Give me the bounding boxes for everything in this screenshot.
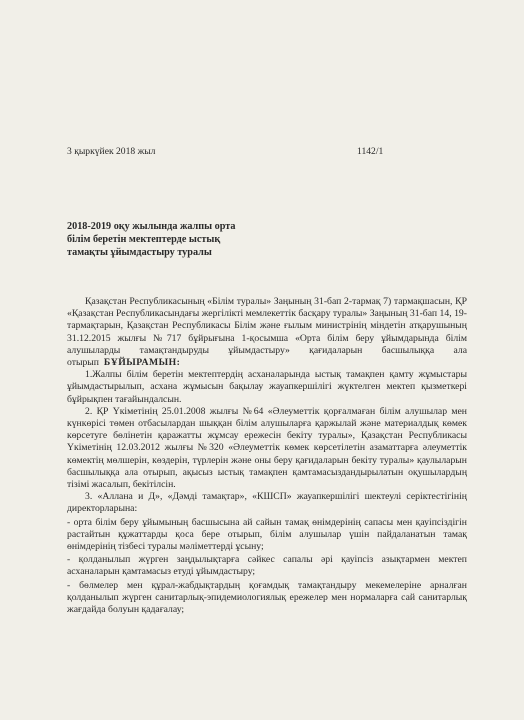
order-date: 3 қыркүйек 2018 жыл xyxy=(67,146,156,157)
order-title: 2018-2019 оқу жылында жалпы орта білім беретін мектептерде ыстық тамақты ұйымдастыру туралы xyxy=(67,221,236,258)
preamble-paragraph xyxy=(67,296,467,369)
preamble-text: Қазақстан Республикасының «Білім туралы» Заңының 31-бап 2-тармақ 7) тармақшасын, ҚР «Қазақстан Республикасындағы жергілікті мемлекеттік басқару туралы» Заңының 31-бап 14, 19-тармақтарын, Қазақстан Республикасы Білім және ғылым министрінің міндетін атқарушының 31.12.2015 жылғы №717 бұйрығына 1-қосымша «Орта білім беру ұйымдарында білім алушыларды тамақтандыруды ұйымдастыру» қағидаларын басшылыққа ала отырып xyxy=(67,296,467,369)
order-number: 1142/1 xyxy=(357,146,384,157)
subitem-2: - қолданылып жүрген заңдылықтарға сәйкес сапалы әрі қауіпсіз азықтармен мектеп асханаларын қамтамасыз етуді ұйымдастыру; xyxy=(67,554,467,578)
item-1: 1.Жалпы білім беретін мектептердің асханаларында ыстық тамақпен қамту жұмыстары ұйымдастырылып, асхана жұмысын бақылау жауапкершілігі жүктелген мектеп қызметкері бұйрықпен тағайындалсын. xyxy=(67,369,467,405)
item-2: 2. ҚР Үкіметінің 25.01.2008 жылғы №64 «Әлеуметтік қорғалмаған білім алушылар мен күнкөрісі төмен отбасылардан шыққан білім алушыларға қаржылай және материалдық көмек көрсетуге бөлінетін қаражатты жұмсау ережесін бекіту туралы», Қазақстан Республикасы Үкіметінің 12.03.2012 жылғы №320 «Әлеуметтік көмек көрсетілетін азаматтарға әлеуметтік көмектің мөлшерін, көздерін, түрлерін және оны беру қағидаларын бекіту туралы» қаулыларын басшылыққа ала отырып, ақысыз ыстық тамақпен қамтамасыздандырылатын оқушылардың тізімі жасалып, бекітілсін. xyxy=(67,405,467,491)
item-3: 3. «Аллана и Д», «Дәмді тамақтар», «КШСП» жауапкершілігі шектеулі серіктестігінің директорларына: xyxy=(67,491,467,515)
subitem-3: - бөлмелер мен құрал-жабдықтардың қоғамдық тамақтандыру мекемелеріне арналған қолданылып жүрген санитарлық-эпидемиологиялық ережелер мен нормаларға сай санитарлық жағдайда болуын қадағалау; xyxy=(67,579,467,616)
subitem-1: - орта білім беру ұйымының басшысына ай сайын тамақ өнімдерінің сапасы мен қауіпсіздігін растайтын құжаттарды қоса бере отырып, білім алушылар үшін пайдаланатын тамақ өнімдерінің тізбесі туралы мәліметтерді ұсыну; xyxy=(67,516,467,553)
order-body xyxy=(67,296,467,616)
order-word: БҰЙЫРАМЫН: xyxy=(103,357,181,369)
